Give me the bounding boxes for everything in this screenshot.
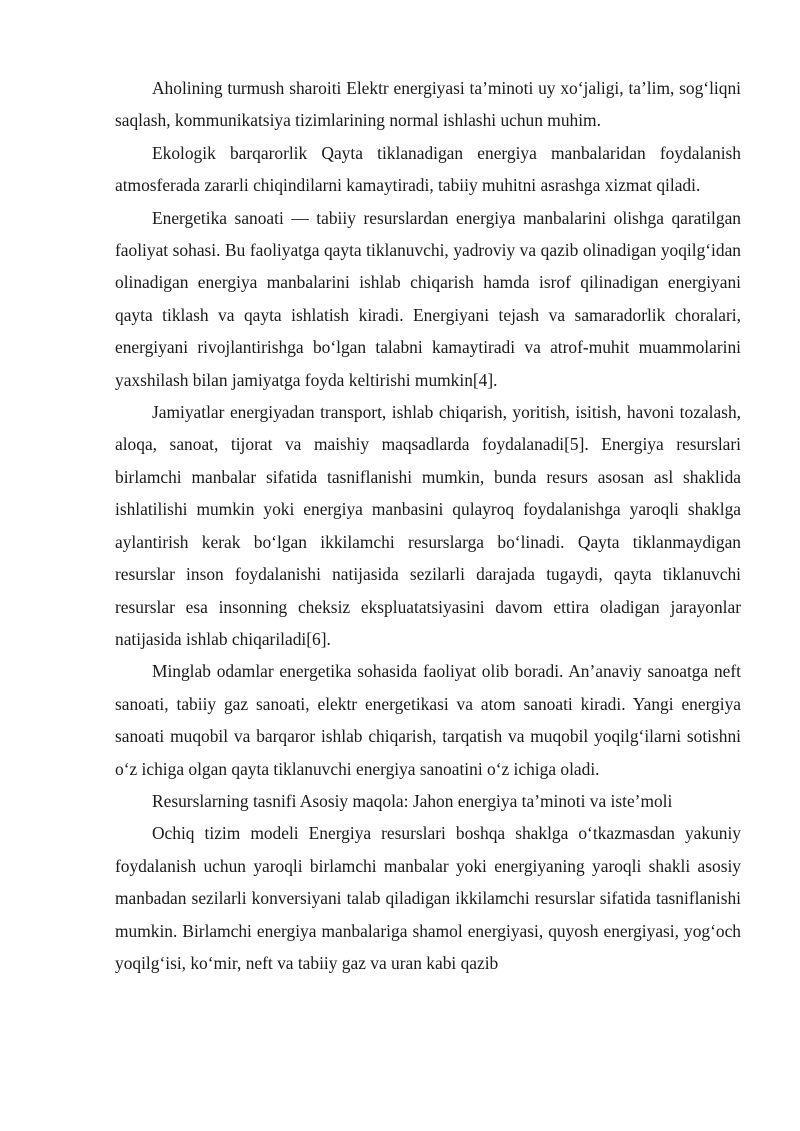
paragraph-living-conditions: Aholining turmush sharoiti Elektr energiyasi ta’minoti uy xo‘jaligi, ta’lim, sog‘liqni saqlash, kommunikatsiya tizimlarining normal ishlashi uchun muhim. [115,78,741,131]
paragraph-energy-uses: Jamiyatlar energiyadan transport, ishlab chiqarish, yoritish, isitish, havoni tozalash, aloqa, sanoat, tijorat va maishiy maqsadlarda foydalanadi[5]. Energiya resurslari birlamchi manbalar sifatida tasniflanishi mumkin, bunda resurs asosan asl shaklida ishlatilishi mumkin yoki energiya manbasini qulayroq foydalanishga yaroqli shaklga aylantirish kerak bo‘lgan ikkilamchi resurslarga bo‘linadi. Qayta tiklanmaydigan resurslar inson foydalanishi natijasida sezilarli darajada tugaydi, qayta tiklanuvchi resurslar esa insonning cheksiz ekspluatatsiyasini davom ettira oladigan jarayonlar natijasida ishlab chiqariladi[6]. [115,402,741,649]
paragraph-energy-industry: Energetika sanoati — tabiiy resurslardan energiya manbalarini olishga qaratilgan faoliyat sohasi. Bu faoliyatga qayta tiklanuvchi, yadroviy va qazib olinadigan yoqilg‘idan olinadigan energiya manbalarini ishlab chiqarish hamda isrof qilinadigan energiyani qayta tiklash va qayta ishlatish kiradi. Energiyani tejash va samaradorlik choralari, energiyani rivojlantirishga bo‘lgan talabni kamaytiradi va atrof-muhit muammolarini yaxshilash bilan jamiyatga foyda keltirishi mumkin[4]. [115,207,741,390]
paragraph-resource-classification: Resurslarning tasnifi Asosiy maqola: Jahon energiya ta’minoti va iste’moli [152,790,673,811]
paragraph-ecological-sustainability: Ekologik barqarorlik Qayta tiklanadigan energiya manbalaridan foydalanish atmosferada zararli chiqindilarni kamaytiradi, tabiiy muhitni asrashga xizmat qiladi. [115,142,741,196]
paragraph-open-system-model: Ochiq tizim modeli Energiya resurslari boshqa shaklga o‘tkazmasdan yakuniy foydalanish uchun yaroqli birlamchi manbalar yoki energiyaning yaroqli shakli asosiy manbadan sezilarli konversiyani talab qiladigan ikkilamchi resurslar sifatida tasniflanishi mumkin. Birlamchi energiya manbalariga shamol energiyasi, quyosh energiyasi, yog‘och yoqilg‘isi, ko‘mir, neft va tabiiy gaz va uran kabi qazib [115,823,741,973]
paragraph-energy-sector-jobs: Minglab odamlar energetika sohasida faoliyat olib boradi. An’anaviy sanoatga neft sanoati, tabiiy gaz sanoati, elektr energetikasi va atom sanoati kiradi. Yangi energiya sanoati muqobil va barqaror ishlab chiqarish, tarqatish va muqobil yoqilg‘ilarni sotishni o‘z ichiga olgan qayta tiklanuvchi energiya sanoatini o‘z ichiga oladi. [115,661,741,779]
document-page [115,72,741,979]
